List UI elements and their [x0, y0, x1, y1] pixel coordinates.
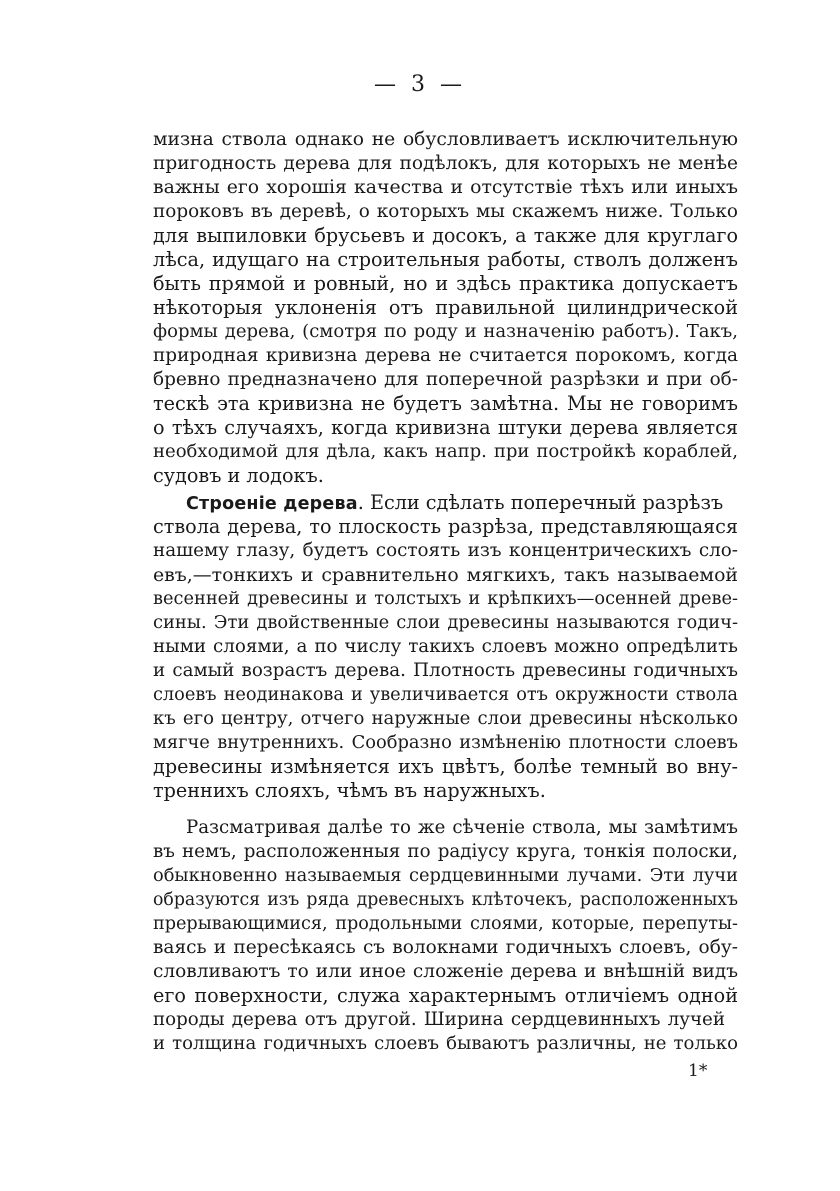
text-line: бревно предназначено для поперечной разрѣзки и при об- [153, 369, 738, 390]
text-line: необходимой для дѣла, какъ напр. при постройкѣ кораблей, [153, 441, 738, 462]
text-line: судовъ и лодокъ. [153, 464, 324, 487]
text-fragment: . Если сдѣлать поперечный разрѣзъ [357, 491, 724, 514]
text-line: прерывающимися, продольными слоями, которые, перепуты- [153, 914, 738, 934]
text-line: треннихъ слояхъ, чѣмъ въ наружныхъ. [153, 779, 546, 802]
text-line: нашему глазу, будетъ состоять изъ концентрическихъ сло- [153, 540, 738, 561]
text-line: для выпиловки брусьевъ и досокъ, а также для круглаго [153, 224, 738, 247]
section-heading: Строеніе дерева [186, 494, 358, 514]
text-line: ными слоями, а по числу такихъ слоевъ можно опредѣлить [153, 636, 738, 657]
text-line: древесины измѣняется ихъ цвѣтъ, болѣе темный во вну- [153, 755, 738, 778]
text-line: лѣса, идущаго на строительныя работы, стволъ долженъ [153, 248, 738, 271]
text-line: сины. Эти двойственные слои древесины называются годич- [153, 612, 738, 633]
text-line: мизна ствола однако не обусловливаетъ исключительную [153, 129, 738, 150]
text-line: обыкновенно называемыя сердцевинными лучами. Эти лучи [153, 865, 738, 886]
text-line: Разсматривая далѣе то же сѣченіе ствола, мы замѣтимъ [186, 817, 738, 838]
page-number: — 3 — [374, 72, 466, 97]
text-line: ствола дерева, то плоскость разрѣза, представляющаяся [153, 515, 738, 538]
text-line: важны его хорошія качества и отсутствіе тѣхъ или иныхъ [153, 177, 738, 198]
text-line: пригодность дерева для подѣлокъ, для которыхъ не менѣе [153, 153, 738, 174]
text-line: къ его центру, отчего наружные слои древесины нѣсколько [153, 708, 738, 729]
signature-mark: 1* [688, 1061, 708, 1081]
text-line: слоевъ неодинакова и увеличивается отъ окружности ствола [153, 685, 738, 705]
heading-line [186, 491, 738, 515]
text-line: и толщина годичныхъ слоевъ бываютъ различны, не только [153, 1033, 738, 1054]
text-line: нѣкоторыя уклоненія отъ правильной цилиндрической [153, 296, 738, 319]
text-line: въ немъ, расположенныя по радіусу круга, тонкія полоски, [153, 841, 738, 862]
text-line: его поверхности, служа характернымъ отличіемъ одной [153, 984, 738, 1007]
text-line: мягче внутреннихъ. Сообразно измѣненію плотности слоевъ [153, 732, 738, 753]
text-line: породы дерева отъ другой. Ширина сердцевинныхъ лучей [153, 1009, 725, 1030]
text-line: быть прямой и ровный, но и здѣсь практика допускаетъ [153, 272, 738, 295]
text-line: образуются изъ ряда древесныхъ клѣточекъ, расположенныхъ [153, 890, 738, 910]
text-line: словливаютъ то или иное сложеніе дерева и внѣшній видъ [153, 961, 738, 982]
text-line: весенней древесины и толстыхъ и крѣпкихъ—осенней древе- [153, 588, 738, 609]
text-line: пороковъ въ деревѣ, о которыхъ мы скажемъ ниже. Только [153, 201, 738, 222]
text-line: о тѣхъ случаяхъ, когда кривизна штуки дерева является [153, 416, 738, 439]
text-line: природная кривизна дерева не считается порокомъ, когда [153, 345, 738, 366]
text-line: евъ,—тонкихъ и сравнительно мягкихъ, такъ называемой [153, 564, 738, 586]
text-line: и самый возрастъ дерева. Плотность древесины годичныхъ [153, 660, 738, 681]
text-line: формы дерева, (смотря по роду и назначенію работъ). Такъ, [153, 321, 738, 342]
text-line: ваясь и пересѣкаясь съ волокнами годичныхъ слоевъ, обу- [153, 937, 738, 958]
text-line: тескѣ эта кривизна не будетъ замѣтна. Мы не говоримъ [153, 392, 738, 415]
